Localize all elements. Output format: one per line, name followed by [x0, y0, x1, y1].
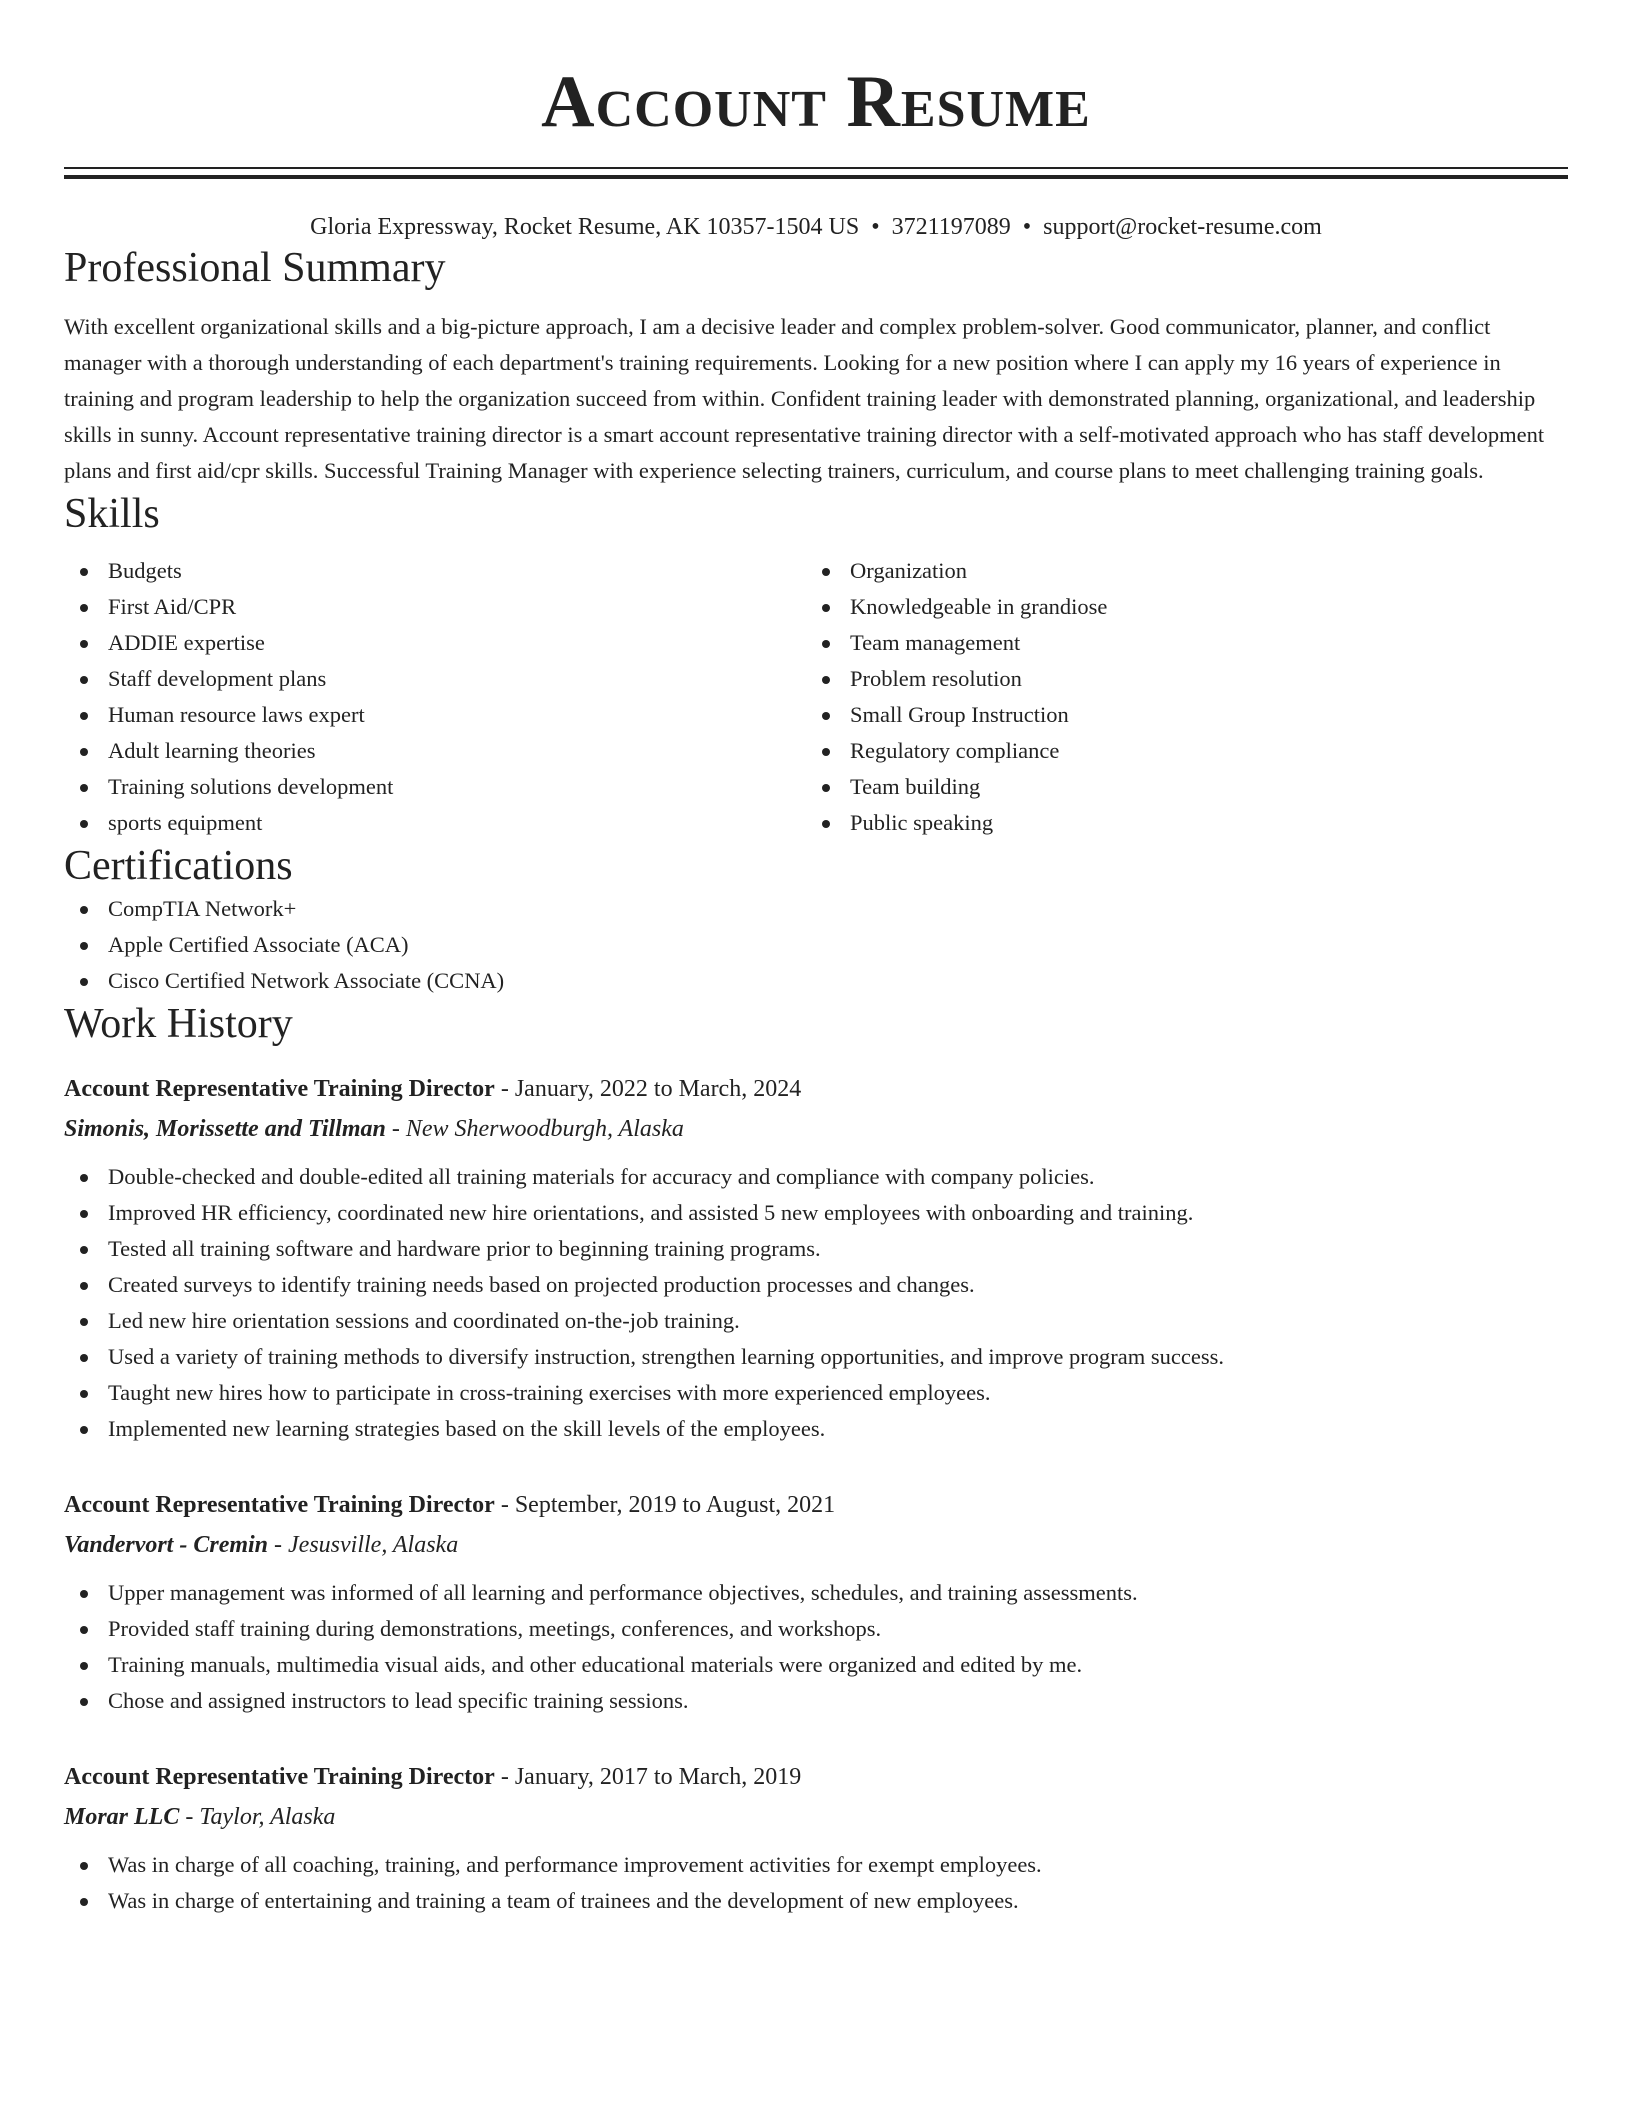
skill-item: [64, 769, 806, 805]
certification-item-text: Apple Certified Associate (ACA): [108, 932, 409, 957]
skill-item-text: Public speaking: [850, 810, 994, 835]
job-dates: January, 2017 to March, 2019: [514, 1764, 802, 1790]
skill-item: [64, 661, 806, 697]
bullet-dot: [80, 978, 88, 986]
job-bullet-text: Created surveys to identify training needs based on projected production processes and changes.: [108, 1272, 975, 1297]
job-title: Account Representative Training Director: [64, 1076, 495, 1102]
job-bullets: [64, 1575, 1568, 1719]
job-bullet-text: Improved HR efficiency, coordinated new hire orientations, and assisted 5 new employees with onboarding and training.: [108, 1200, 1194, 1225]
bullet-dot: [80, 906, 88, 914]
job-location: Taylor, Alaska: [199, 1804, 336, 1830]
bullet-dot: [80, 1862, 88, 1870]
certification-item-text: CompTIA Network+: [108, 896, 297, 921]
job-entry: [64, 1069, 1568, 1447]
job-location: New Sherwoodburgh, Alaska: [405, 1116, 684, 1142]
skill-item-text: Adult learning theories: [108, 738, 316, 763]
skill-item: [64, 625, 806, 661]
bullet-dot: [80, 1426, 88, 1434]
bullet-dot: [822, 820, 830, 828]
skill-item-text: Regulatory compliance: [850, 738, 1060, 763]
job-bullet: [64, 1339, 1568, 1375]
job-bullet: [64, 1575, 1568, 1611]
bullet-dot: [80, 1390, 88, 1398]
job-bullet: [64, 1159, 1568, 1195]
skill-item-text: Training solutions development: [108, 774, 394, 799]
certification-item: [64, 963, 1568, 999]
certification-item: [64, 927, 1568, 963]
bullet-dot: [80, 1590, 88, 1598]
contact-separator: •: [1022, 214, 1032, 240]
skill-item: [806, 769, 1548, 805]
job-dash: -: [494, 1764, 515, 1790]
job-bullet-text: Double-checked and double-edited all training materials for accuracy and compliance with company policies.: [108, 1164, 1095, 1189]
skill-item: [806, 589, 1548, 625]
skill-item: [806, 805, 1548, 841]
skill-item-text: Organization: [850, 558, 968, 583]
job-bullet-text: Implemented new learning strategies based on the skill levels of the employees.: [108, 1416, 826, 1441]
bullet-dot: [80, 820, 88, 828]
skill-item-text: Budgets: [108, 558, 182, 583]
bullet-dot: [822, 640, 830, 648]
bullet-dot: [80, 676, 88, 684]
certification-item-text: Cisco Certified Network Associate (CCNA): [108, 968, 505, 993]
bullet-dot: [80, 1898, 88, 1906]
job-bullet-text: Training manuals, multimedia visual aids, and other educational materials were organized and edited by me.: [108, 1652, 1083, 1677]
bullet-dot: [80, 1246, 88, 1254]
skills-list-right: [806, 553, 1548, 841]
job-bullet: [64, 1683, 1568, 1719]
skill-item: [806, 697, 1548, 733]
work-history-heading: Work History: [64, 1001, 293, 1047]
skill-item-text: Team building: [850, 774, 981, 799]
skill-item: [64, 805, 806, 841]
skill-item-text: sports equipment: [108, 810, 263, 835]
bullet-dot: [80, 1318, 88, 1326]
title-divider-thin: [64, 167, 1568, 169]
contact-phone: 3721197089: [891, 214, 1011, 240]
certifications-list: [64, 891, 1568, 999]
job-bullet: [64, 1267, 1568, 1303]
contact-email: support@rocket-resume.com: [1043, 214, 1322, 240]
contact-separator: •: [871, 214, 880, 240]
job-bullet-text: Was in charge of entertaining and training a team of trainees and the development of new employees.: [108, 1888, 1019, 1913]
job-title-line: [64, 1069, 1568, 1109]
skill-item: [64, 553, 806, 589]
bullet-dot: [80, 1210, 88, 1218]
skill-item-text: First Aid/CPR: [108, 594, 237, 619]
certification-item: [64, 891, 1568, 927]
job-dash: -: [494, 1076, 515, 1102]
bullet-dot: [822, 712, 830, 720]
job-entry: [64, 1757, 1568, 1919]
job-title-line: [64, 1757, 1568, 1797]
bullet-dot: [80, 1626, 88, 1634]
skills-columns: [64, 553, 1568, 841]
skill-item-text: Team management: [850, 630, 1021, 655]
job-entry: [64, 1485, 1568, 1719]
skill-item-text: Small Group Instruction: [850, 702, 1069, 727]
bullet-dot: [80, 1174, 88, 1182]
title-divider-thick: [64, 175, 1568, 179]
bullet-dot: [822, 748, 830, 756]
skill-item-text: Problem resolution: [850, 666, 1022, 691]
skill-item-text: Knowledgeable in grandiose: [850, 594, 1108, 619]
job-company: Simonis, Morissette and Tillman: [64, 1116, 386, 1142]
certifications-heading: Certifications: [64, 843, 293, 889]
job-bullet: [64, 1411, 1568, 1447]
skill-item-text: Staff development plans: [108, 666, 327, 691]
job-bullet-text: Upper management was informed of all learning and performance objectives, schedules, and training assessments.: [108, 1580, 1138, 1605]
job-bullet-text: Tested all training software and hardware prior to beginning training programs.: [108, 1236, 821, 1261]
bullet-dot: [80, 942, 88, 950]
job-bullet: [64, 1647, 1568, 1683]
bullet-dot: [80, 784, 88, 792]
bullet-dot: [80, 568, 88, 576]
job-company: Morar LLC: [64, 1804, 180, 1830]
job-dash: -: [494, 1492, 515, 1518]
job-dash: -: [385, 1116, 406, 1142]
work-history-list: [64, 1069, 1568, 1919]
job-company: Vandervort - Cremin: [64, 1532, 269, 1558]
bullet-dot: [80, 604, 88, 612]
resume-title: Account Resume: [541, 61, 1091, 143]
job-bullet-text: Provided staff training during demonstrations, meetings, conferences, and workshops.: [108, 1616, 882, 1641]
job-company-line: [64, 1109, 1568, 1149]
skills-heading: Skills: [64, 491, 160, 537]
job-bullet: [64, 1847, 1568, 1883]
job-bullet-text: Led new hire orientation sessions and coordinated on-the-job training.: [108, 1308, 740, 1333]
job-dates: January, 2022 to March, 2024: [514, 1076, 802, 1102]
resume-page: [64, 0, 1568, 1919]
skill-item: [806, 733, 1548, 769]
skills-list-left: [64, 553, 806, 841]
skill-item: [64, 733, 806, 769]
bullet-dot: [822, 604, 830, 612]
job-dash: -: [268, 1532, 289, 1558]
skill-item: [806, 625, 1548, 661]
bullet-dot: [80, 1282, 88, 1290]
job-bullet: [64, 1195, 1568, 1231]
bullet-dot: [822, 676, 830, 684]
bullet-dot: [80, 1354, 88, 1362]
skill-item-text: ADDIE expertise: [108, 630, 265, 655]
skill-item: [64, 589, 806, 625]
bullet-dot: [80, 1662, 88, 1670]
job-bullet: [64, 1303, 1568, 1339]
contact-address: Gloria Expressway, Rocket Resume, AK 10357-1504 US: [310, 214, 860, 240]
job-bullet: [64, 1375, 1568, 1411]
job-title: Account Representative Training Director: [64, 1764, 495, 1790]
job-bullet-text: Taught new hires how to participate in cross-training exercises with more experienced employees.: [108, 1380, 991, 1405]
skill-item-text: Human resource laws expert: [108, 702, 365, 727]
job-bullets: [64, 1847, 1568, 1919]
bullet-dot: [822, 784, 830, 792]
job-title: Account Representative Training Director: [64, 1492, 495, 1518]
job-bullet-text: Used a variety of training methods to diversify instruction, strengthen learning opportunities, and improve program success.: [108, 1344, 1224, 1369]
job-bullet-text: Was in charge of all coaching, training, and performance improvement activities for exempt employees.: [108, 1852, 1042, 1877]
contact-line: [64, 211, 1568, 243]
job-bullets: [64, 1159, 1568, 1447]
job-bullet: [64, 1883, 1568, 1919]
summary-text: With excellent organizational skills and a big-picture approach, I am a decisive leader and complex problem-solver. Good communicator, planner, and conflict manager with a thorough understanding of each department's training requirements. Looking for a new position where I can apply my 16 years of experience in training and program leadership to help the organization succeed from within. Confident training leader with demonstrated planning, organizational, and leadership skills in sunny. Account representative training director is a smart account representative training director with a self-motivated approach who has staff development plans and first aid/cpr skills. Successful Training Manager with experience selecting trainers, curriculum, and course plans to meet challenging training goals.: [64, 314, 1545, 483]
job-location: Jesusville, Alaska: [288, 1532, 459, 1558]
bullet-dot: [80, 748, 88, 756]
job-dates: September, 2019 to August, 2021: [514, 1492, 836, 1518]
bullet-dot: [80, 1698, 88, 1706]
job-bullet: [64, 1231, 1568, 1267]
bullet-dot: [822, 568, 830, 576]
job-company-line: [64, 1797, 1568, 1837]
bullet-dot: [80, 712, 88, 720]
job-title-line: [64, 1485, 1568, 1525]
job-bullet: [64, 1611, 1568, 1647]
job-company-line: [64, 1525, 1568, 1565]
skill-item: [806, 661, 1548, 697]
bullet-dot: [80, 640, 88, 648]
summary-heading: Professional Summary: [64, 245, 446, 291]
job-dash: -: [179, 1804, 200, 1830]
skill-item: [64, 697, 806, 733]
skill-item: [806, 553, 1548, 589]
job-bullet-text: Chose and assigned instructors to lead specific training sessions.: [108, 1688, 689, 1713]
